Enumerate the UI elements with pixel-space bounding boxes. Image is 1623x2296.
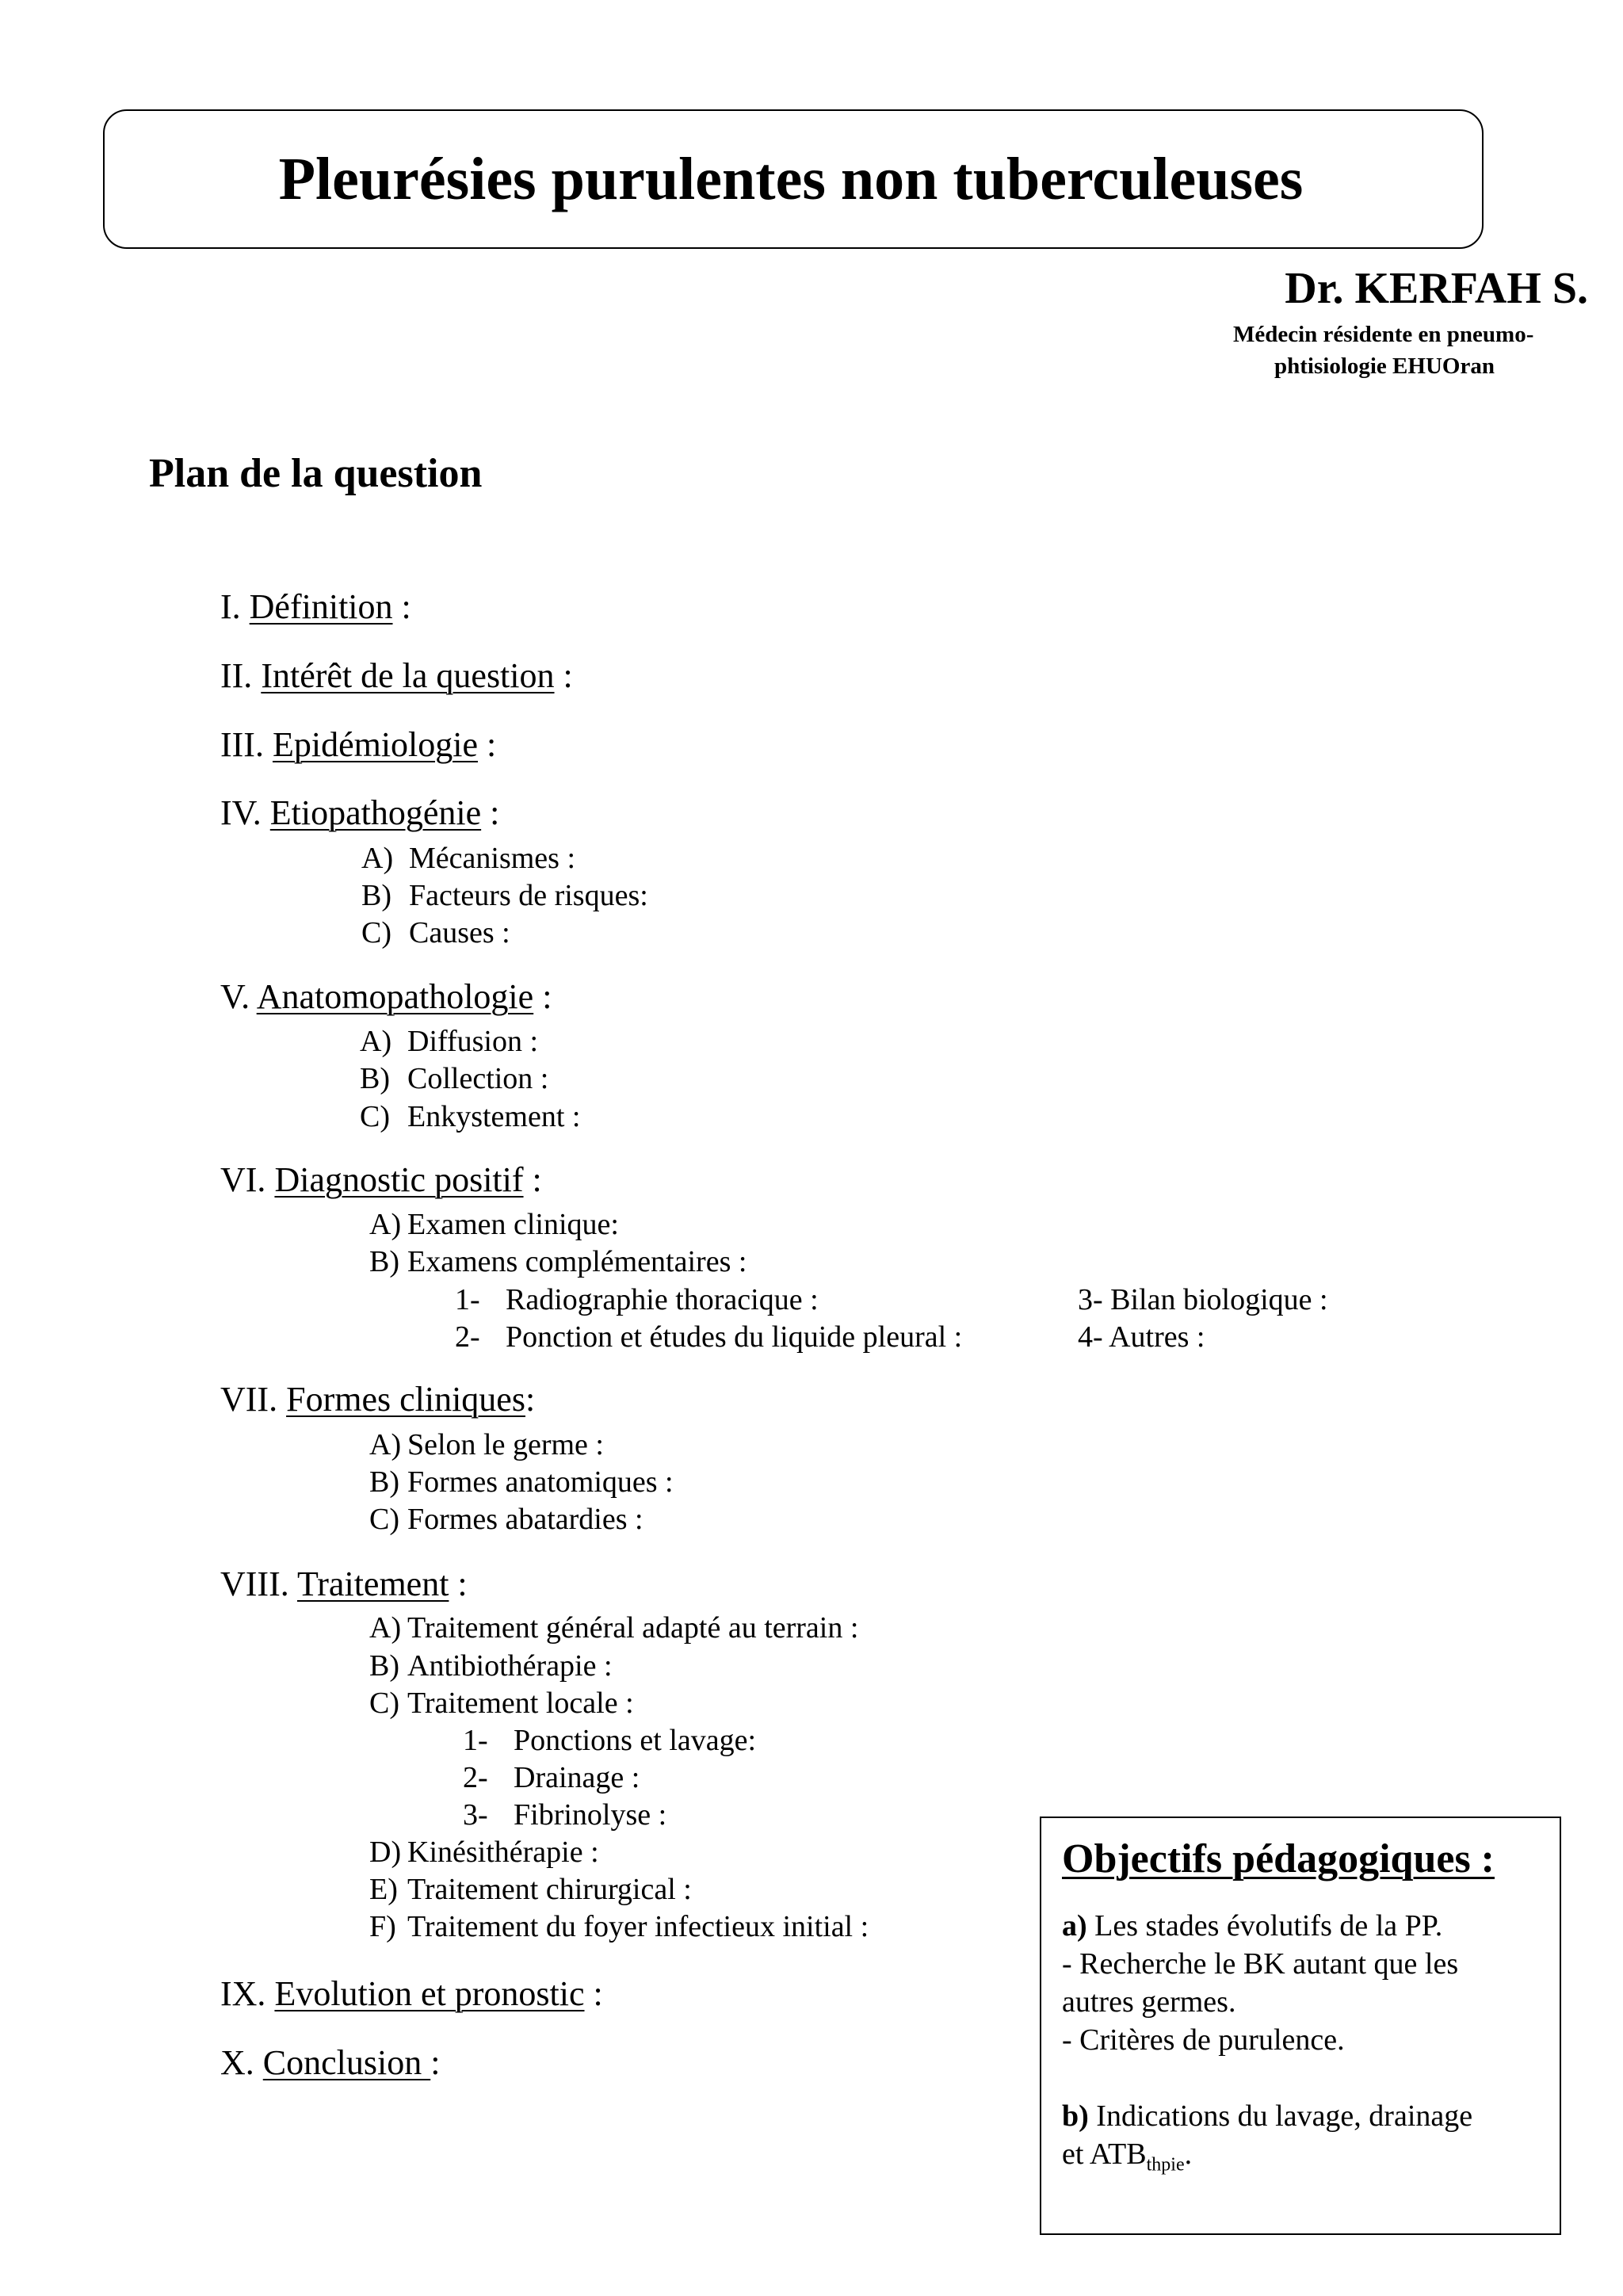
section-title: Intérêt de la question <box>261 656 555 695</box>
section-5 <box>220 976 552 1017</box>
objective-line: et $ATB_{thpie}$. <box>1062 2137 1193 2176</box>
section-title: Formes cliniques <box>286 1380 525 1419</box>
objective-line: - Critères de purulence. <box>1062 2023 1345 2057</box>
objectives-box <box>1040 1817 1561 2235</box>
list-item: 2- Ponction et études du liquide pleural : <box>455 1320 963 1354</box>
list-item: F) Traitement du foyer infectieux initial : <box>369 1910 869 1943</box>
section-title: Définition <box>249 587 393 626</box>
section-number: III. <box>220 725 264 764</box>
list-item: 4- Autres : <box>1078 1320 1205 1354</box>
author-affiliation <box>1233 319 1558 382</box>
list-item: A) Examen clinique: <box>369 1208 619 1241</box>
section-number: II. <box>220 656 253 695</box>
section-number: IX. <box>220 1974 266 2013</box>
affiliation-line-1: Médecin résidente en pneumo- <box>1233 322 1534 347</box>
section-7 <box>220 1379 535 1419</box>
list-item: B) Formes anatomiques : <box>369 1465 674 1499</box>
section-title: Anatomopathologie <box>256 977 534 1016</box>
section-1 <box>220 586 411 627</box>
section-4 <box>220 793 499 833</box>
list-item: A) Diffusion : <box>360 1025 539 1058</box>
section-suffix: : <box>478 725 497 764</box>
section-suffix: : <box>584 1974 603 2013</box>
objective-line: - Recherche le BK autant que les <box>1062 1947 1459 1981</box>
section-number: VIII. <box>220 1564 289 1603</box>
section-number: IV. <box>220 793 262 832</box>
section-6 <box>220 1159 542 1200</box>
section-number: V. <box>220 977 250 1016</box>
section-title: Traitement <box>296 1564 449 1603</box>
list-item: C) Traitement locale : <box>369 1687 634 1720</box>
list-item: C) Formes abatardies : <box>369 1503 643 1536</box>
objective-line: autres germes. <box>1062 1985 1236 2019</box>
list-item: E) Traitement chirurgical : <box>369 1873 692 1906</box>
list-item: C) Enkystement : <box>360 1100 581 1133</box>
section-suffix: : <box>533 977 552 1016</box>
list-item: 1- Ponctions et lavage: <box>463 1724 757 1757</box>
objective-line: b) Indications du lavage, drainage <box>1062 2099 1473 2133</box>
list-item: B) Collection : <box>360 1062 549 1095</box>
section-title: Diagnostic positif <box>274 1160 524 1199</box>
document-title: Pleurésies purulentes non tuberculeuses <box>278 145 1304 212</box>
section-2 <box>220 655 573 696</box>
list-item: D) Kinésithérapie : <box>369 1836 599 1869</box>
section-suffix: : <box>481 793 500 832</box>
section-suffix: : <box>525 1380 536 1419</box>
section-title: Etiopathogénie <box>269 793 482 832</box>
list-item: 3- Bilan biologique : <box>1078 1283 1328 1316</box>
section-number: VI. <box>220 1160 266 1199</box>
author-name: Dr. KERFAH S. <box>1285 264 1588 313</box>
section-10 <box>220 2042 440 2083</box>
section-suffix: : <box>554 656 573 695</box>
section-number: I. <box>220 587 241 626</box>
section-8 <box>220 1564 468 1604</box>
section-suffix: : <box>523 1160 542 1199</box>
list-item: B) Examens complémentaires : <box>369 1245 747 1278</box>
objectives-title: Objectifs pédagogiques : <box>1062 1836 1495 1881</box>
affiliation-line-2: phtisiologie EHUOran <box>1274 353 1495 379</box>
list-item: 2- Drainage : <box>463 1761 640 1794</box>
section-3 <box>220 724 496 765</box>
list-item: A) Selon le germe : <box>369 1428 604 1461</box>
section-number: X. <box>220 2043 254 2082</box>
section-number: VII. <box>220 1380 278 1419</box>
objective-line: a) Les stades évolutifs de la PP. <box>1062 1909 1443 1943</box>
section-suffix: : <box>430 2043 441 2082</box>
list-item: C) Causes : <box>361 916 510 949</box>
section-suffix: : <box>392 587 411 626</box>
section-title: Conclusion <box>262 2043 431 2082</box>
list-item: B) Antibiothérapie : <box>369 1649 613 1683</box>
section-title: Evolution et pronostic <box>274 1974 585 2013</box>
section-suffix: : <box>449 1564 468 1603</box>
list-item: B) Facteurs de risques: <box>361 879 648 912</box>
list-item: A) Mécanismes : <box>361 842 576 875</box>
title-box <box>103 109 1484 249</box>
list-item: 3- Fibrinolyse : <box>463 1798 667 1832</box>
plan-heading: Plan de la question <box>149 451 483 496</box>
list-item: A) Traitement général adapté au terrain : <box>369 1611 859 1645</box>
list-item: 1- Radiographie thoracique : <box>455 1283 819 1316</box>
section-9 <box>220 1973 603 2014</box>
section-title: Epidémiologie <box>272 725 479 764</box>
